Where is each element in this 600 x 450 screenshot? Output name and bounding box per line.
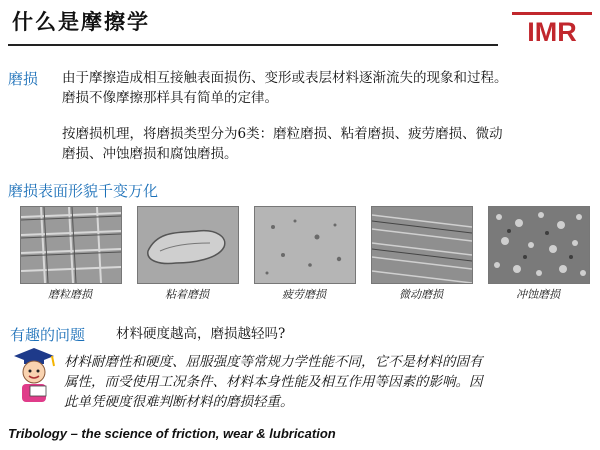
caption-erosion: 冲蚀磨损 bbox=[516, 288, 560, 301]
abrasive-wear-micrograph bbox=[20, 206, 122, 284]
fretting-wear-micrograph bbox=[371, 206, 473, 284]
imr-logo bbox=[512, 10, 592, 46]
question-text: 材料硬度越高，磨损越轻吗? bbox=[116, 326, 286, 342]
caption-abrasive: 磨粒磨损 bbox=[48, 288, 92, 301]
student-mascot-icon bbox=[10, 344, 58, 404]
wear-definition-line2: 磨损不像摩擦那样具有简单的定律。 bbox=[62, 90, 278, 106]
surface-heading: 磨损表面形貌千变万化 bbox=[8, 182, 159, 200]
page-title: 什么是摩擦学 bbox=[12, 9, 150, 34]
caption-fatigue: 疲劳磨损 bbox=[282, 288, 326, 301]
title-divider bbox=[8, 44, 498, 46]
answer-line3: 此单凭硬度很难判断材料的磨损轻重。 bbox=[64, 394, 294, 410]
answer-line1: 材料耐磨性和硬度、屈服强度等常规力学性能不同，它不是材料的固有 bbox=[64, 354, 483, 370]
answer-line2: 属性，而受使用工况条件、材料本身性能及相互作用等因素的影响。因 bbox=[64, 374, 483, 390]
wear-classification-line2: 磨损、冲蚀磨损和腐蚀磨损。 bbox=[62, 146, 238, 162]
wear-definition-line1: 由于摩擦造成相互接触表面损伤、变形或表层材料逐渐流失的现象和过程。 bbox=[62, 70, 508, 86]
wear-classification-line1: 按磨损机理，将磨损类型分为6类：磨粒磨损、粘着磨损、疲劳磨损、微动 bbox=[62, 126, 503, 142]
footer-tagline: Tribology – the science of friction, wear & lubrication bbox=[8, 426, 336, 441]
micrograph-strip bbox=[20, 206, 590, 301]
erosion-wear-micrograph bbox=[488, 206, 590, 284]
question-label: 有趣的问题 bbox=[10, 326, 86, 344]
adhesive-wear-micrograph bbox=[137, 206, 239, 284]
wear-label: 磨损 bbox=[8, 70, 39, 88]
logo-text: IMR bbox=[527, 17, 577, 46]
fatigue-wear-micrograph bbox=[254, 206, 356, 284]
caption-adhesive: 粘着磨损 bbox=[165, 288, 209, 301]
caption-fretting: 微动磨损 bbox=[399, 288, 443, 301]
